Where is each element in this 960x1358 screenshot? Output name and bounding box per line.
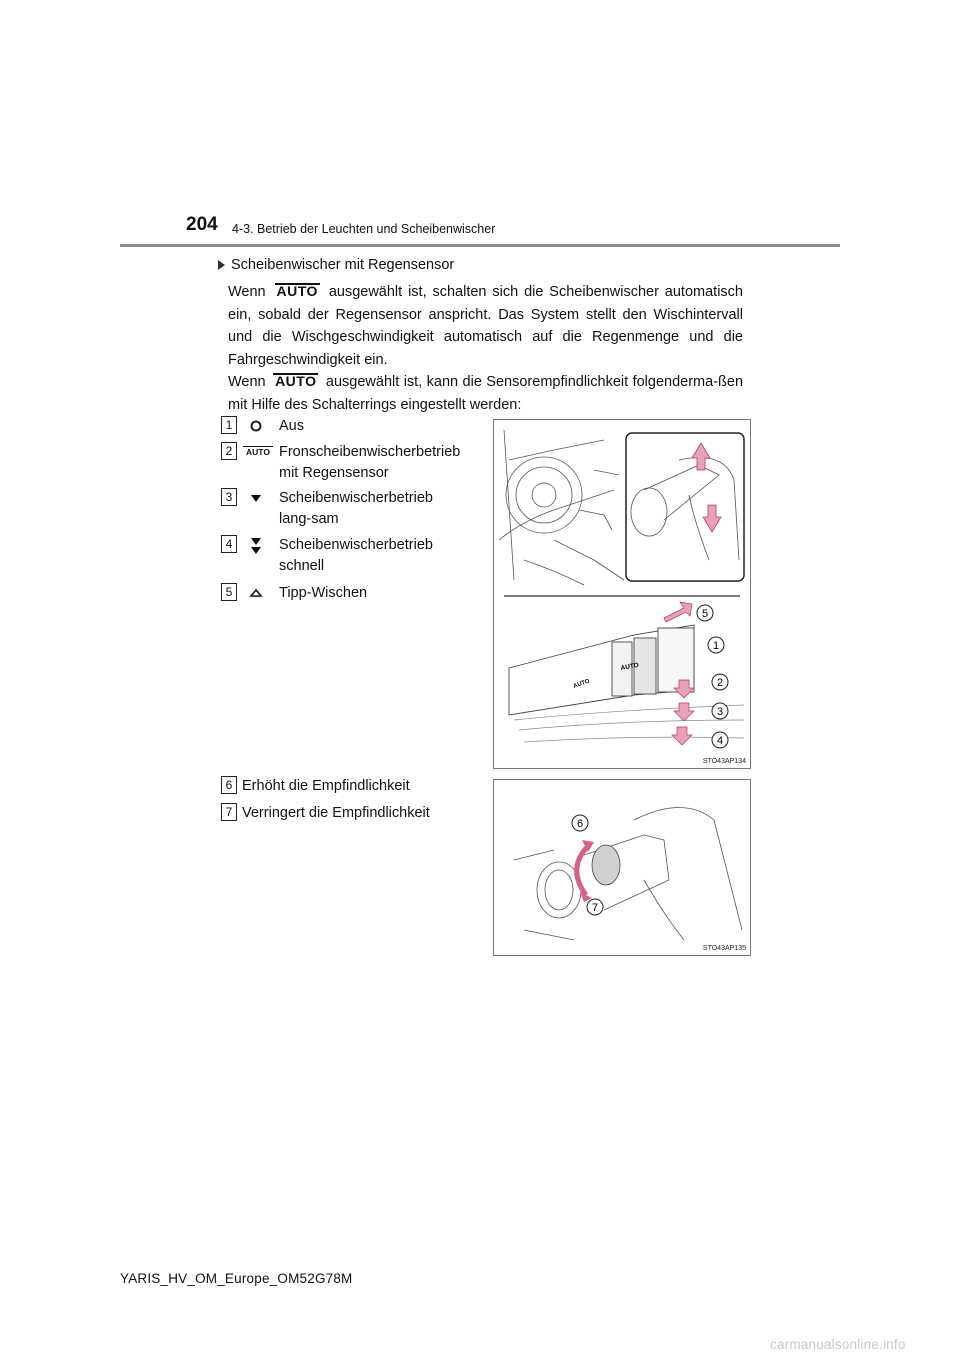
- wiper-switch-figure: [493, 419, 751, 769]
- item-text: Scheibenwischerbetrieb lang-sam: [279, 490, 433, 527]
- wiper-switch-illustration: [494, 420, 750, 768]
- item-text: Aus: [279, 418, 304, 434]
- item-number: 6: [221, 776, 237, 794]
- item-text: Verringert die Empfindlichkeit: [242, 805, 430, 821]
- callout-7: 7: [591, 902, 599, 914]
- auto-icon: AUTO: [243, 446, 273, 457]
- callout-6: 6: [576, 818, 584, 830]
- paragraph-2-lead: Wenn: [228, 374, 266, 390]
- item-number: 1: [221, 416, 237, 434]
- page-number: 204: [186, 214, 218, 235]
- callout-5: 5: [701, 608, 709, 620]
- watermark: carmanualsonline.info: [770, 1337, 906, 1352]
- subheading: [218, 257, 454, 273]
- bullet-triangle-icon: [218, 260, 225, 270]
- figure-code: STO43AP135: [702, 945, 746, 952]
- double-triangle-down-icon: [245, 535, 267, 557]
- paragraph-1: [228, 281, 743, 371]
- triangle-down-icon: [245, 490, 267, 506]
- section-title: 4-3. Betrieb der Leuchten und Scheibenwischer: [232, 222, 496, 236]
- item-number: 5: [221, 583, 237, 601]
- sensitivity-ring-figure: [493, 779, 751, 956]
- item-text: Fronscheibenwischerbetrieb mit Regensensor: [279, 444, 461, 481]
- paragraph-1-body: ausgewählt ist, schalten sich die Scheibenwischer automatisch ein, sobald der Regensensor anspricht. Das System stellt den Wischintervall und die Wischgeschwindigkeit automatisch auf die Regenmenge und die Fahrgeschwindigkeit ein.: [228, 284, 743, 368]
- callout-4: 4: [716, 735, 724, 747]
- paragraph-1-lead: Wenn: [228, 284, 266, 300]
- header-divider: [120, 244, 840, 247]
- paragraph-2-body: ausgewählt ist, kann die Sensorempfindlichkeit folgenderma-ßen mit Hilfe des Schalterrings eingestellt werden:: [228, 374, 744, 413]
- auto-symbol-icon: AUTO: [275, 373, 317, 389]
- switch-auto-label: AUTO: [620, 661, 640, 672]
- item-text: Erhöht die Empfindlichkeit: [242, 778, 410, 794]
- item-number: 3: [221, 488, 237, 506]
- subheading-text: Scheibenwischer mit Regensensor: [231, 257, 455, 273]
- item-number: 4: [221, 535, 237, 553]
- item-number: 7: [221, 803, 237, 821]
- sensitivity-ring-illustration: [494, 780, 750, 955]
- paragraph-2: [228, 371, 743, 416]
- callout-3: 3: [716, 706, 724, 718]
- item-text: Tipp-Wischen: [279, 585, 368, 601]
- callout-2: 2: [716, 677, 724, 689]
- item-text: Scheibenwischerbetrieb schnell: [279, 537, 433, 574]
- triangle-up-outline-icon: [245, 585, 267, 601]
- item-number: 2: [221, 442, 237, 460]
- circle-icon: [245, 418, 267, 434]
- footer-code: YARIS_HV_OM_Europe_OM52G78M: [120, 1271, 353, 1286]
- switch-auto-label: AUTO: [572, 678, 591, 690]
- callout-1: 1: [712, 640, 720, 652]
- figure-code: STO43AP134: [702, 758, 746, 765]
- auto-symbol-icon: AUTO: [276, 283, 318, 299]
